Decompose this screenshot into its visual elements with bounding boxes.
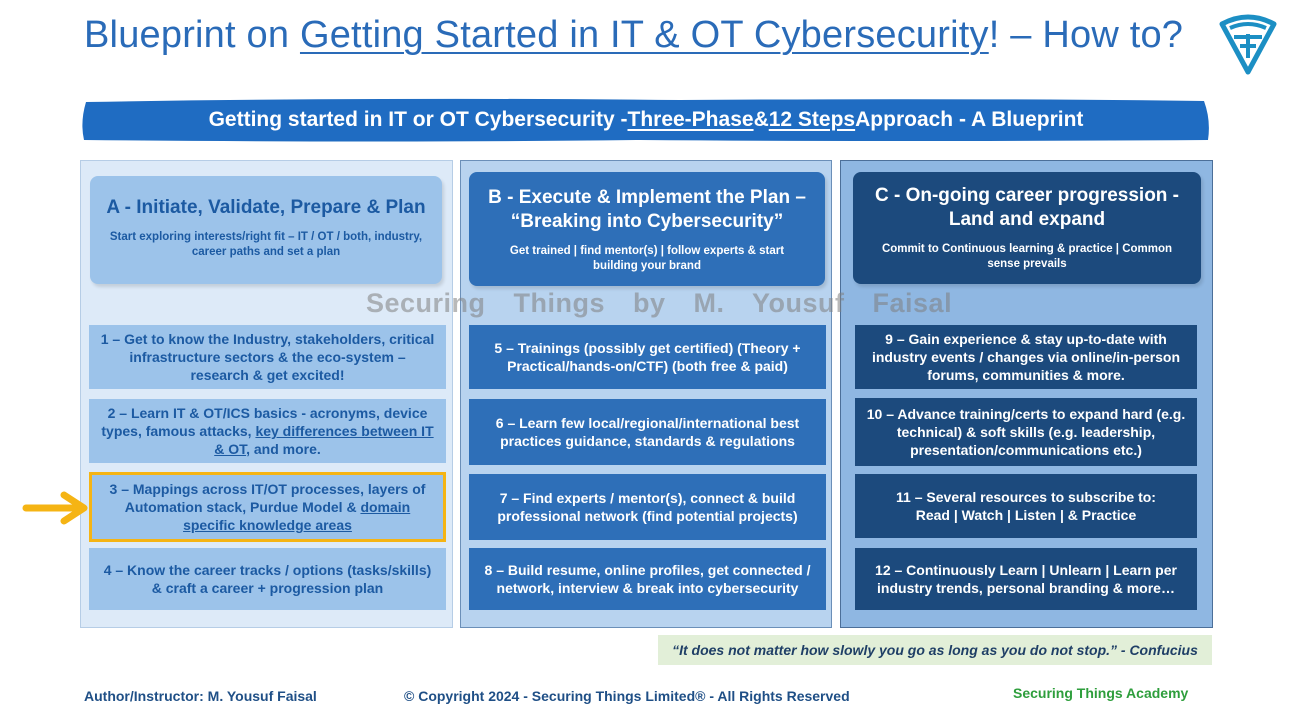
footer-author: Author/Instructor: M. Yousuf Faisal bbox=[84, 688, 317, 704]
securing-things-shield-logo bbox=[1216, 12, 1280, 76]
step-11-line1: 11 – Several resources to subscribe to: bbox=[896, 489, 1156, 505]
confucius-quote: “It does not matter how slowly you go as long as you do not stop.” - Confucius bbox=[658, 635, 1212, 665]
watermark: Securing Things by M. Yousuf Faisal bbox=[366, 288, 953, 318]
step-11 bbox=[855, 474, 1197, 538]
phase-c-subtitle: Commit to Continuous learning & practice | Common sense prevails bbox=[881, 243, 1173, 270]
footer-academy: Securing Things Academy bbox=[1013, 685, 1189, 701]
phase-c-header bbox=[853, 172, 1201, 284]
step-8: 8 – Build resume, online profiles, get connected / network, interview & break into cybersecurity bbox=[469, 548, 826, 610]
banner-text bbox=[80, 96, 1212, 144]
step-4: 4 – Know the career tracks / options (tasks/skills) & craft a career + progression plan bbox=[89, 548, 446, 610]
phase-a-title: A - Initiate, Validate, Prepare & Plan bbox=[106, 197, 426, 218]
phase-c-title-line1: C - On-going career progression - bbox=[874, 185, 1180, 206]
banner-t1: Getting started in IT or OT Cybersecurity - bbox=[208, 108, 628, 131]
phase-a-header bbox=[90, 176, 442, 284]
phase-b-subtitle: Get trained | find mentor(s) | follow experts & start building your brand bbox=[509, 245, 785, 272]
banner-12-steps: 12 Steps bbox=[768, 108, 856, 131]
step-2 bbox=[89, 399, 446, 463]
approach-banner bbox=[80, 96, 1212, 144]
step-12: 12 – Continuously Learn | Unlearn | Learn per industry trends, personal branding & more… bbox=[855, 548, 1197, 610]
step-7: 7 – Find experts / mentor(s), connect & build professional network (find potential projects) bbox=[469, 474, 826, 540]
step-3-highlighted bbox=[89, 472, 446, 542]
phase-c-title-line2: Land and expand bbox=[948, 209, 1106, 230]
step-3-link-text: domain specific knowledge areas bbox=[183, 499, 411, 533]
step-6: 6 – Learn few local/regional/international best practices guidance, standards & regulations bbox=[469, 399, 826, 465]
phase-b-header bbox=[469, 172, 825, 286]
arrow-right-icon bbox=[22, 490, 92, 526]
step-2-link-text: key differences between IT & OT bbox=[214, 423, 434, 457]
banner-t5: Approach - A Blueprint bbox=[855, 108, 1084, 131]
footer-copyright: © Copyright 2024 - Securing Things Limited® - All Rights Reserved bbox=[404, 688, 850, 704]
title-part1: Blueprint on bbox=[84, 14, 300, 56]
step-3-text: 3 – Mappings across IT/OT processes, layers of Automation stack, Purdue Model & bbox=[109, 481, 426, 515]
banner-three-phase: Three-Phase bbox=[627, 108, 754, 131]
title-part2: Getting Started in IT & OT Cybersecurity bbox=[299, 14, 989, 56]
step-10: 10 – Advance training/certs to expand hard (e.g. technical) & soft skills (e.g. leadership, presentation/communications etc.) bbox=[855, 398, 1197, 466]
step-9: 9 – Gain experience & stay up-to-date with industry events / changes via online/in-person forums, communities & more. bbox=[855, 325, 1197, 389]
title-part3: ! – How to? bbox=[988, 14, 1184, 56]
phase-a-subtitle: Start exploring interests/right fit – IT / OT / both, industry, career paths and set a plan bbox=[109, 231, 423, 258]
phase-b-title-line2: “Breaking into Cybersecurity” bbox=[510, 211, 784, 232]
page-title bbox=[84, 14, 1183, 57]
step-2-text: 2 – Learn IT & OT/ICS basics - acronyms, device types, famous attacks, bbox=[101, 405, 428, 439]
phase-b-title-line1: B - Execute & Implement the Plan – bbox=[488, 187, 806, 208]
banner-t3: & bbox=[753, 108, 769, 131]
step-5: 5 – Trainings (possibly get certified) (Theory + Practical/hands-on/CTF) (both free & paid) bbox=[469, 325, 826, 389]
step-11-line2: Read | Watch | Listen | & Practice bbox=[915, 507, 1137, 523]
step-2-tail: , and more. bbox=[246, 441, 321, 457]
step-1: 1 – Get to know the Industry, stakeholders, critical infrastructure sectors & the eco-system – research & get excited! bbox=[89, 325, 446, 389]
